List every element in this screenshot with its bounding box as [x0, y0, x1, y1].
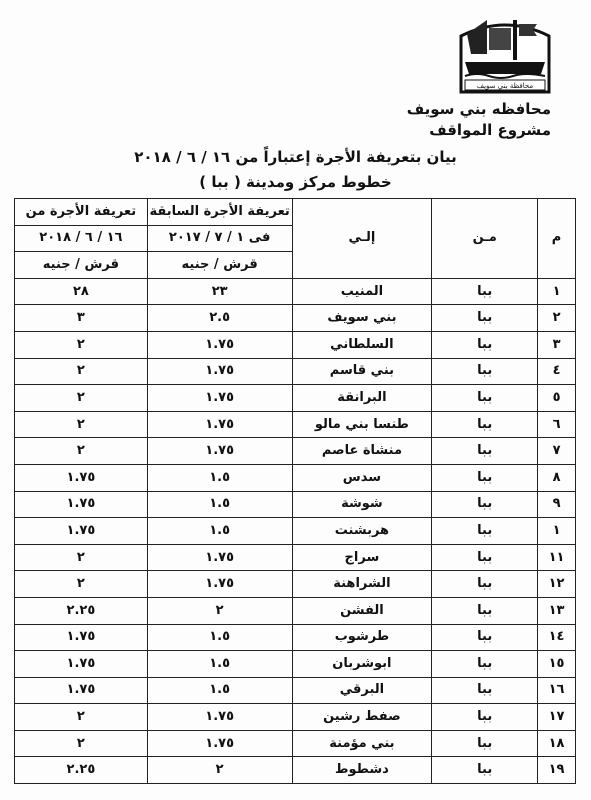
- row-from: ببا: [432, 597, 538, 624]
- table-row: [15, 571, 576, 598]
- table-row: [15, 464, 576, 491]
- fare-table: [14, 198, 576, 784]
- table-row: [15, 651, 576, 678]
- row-new-fare: ١.٧٥: [15, 624, 148, 651]
- row-old-fare: ١.٧٥: [147, 571, 292, 598]
- row-new-fare: ٢: [15, 571, 148, 598]
- row-old-fare: ٢: [147, 757, 292, 784]
- row-new-fare: ٣: [15, 305, 148, 332]
- row-no: ١: [538, 278, 576, 305]
- table-row: [15, 385, 576, 412]
- row-old-fare: ١.٥: [147, 518, 292, 545]
- row-new-fare: ٢: [15, 438, 148, 465]
- row-from: ببا: [432, 757, 538, 784]
- table-row: [15, 331, 576, 358]
- row-from: ببا: [432, 411, 538, 438]
- row-to: طنسا بني مالو: [292, 411, 432, 438]
- row-no: ١٥: [538, 651, 576, 678]
- header-new-fare: تعريفة الأجرة من: [15, 199, 148, 226]
- row-new-fare: ٢: [15, 358, 148, 385]
- row-no: ٥: [538, 385, 576, 412]
- row-old-fare: ١.٧٥: [147, 411, 292, 438]
- row-old-fare: ١.٥: [147, 464, 292, 491]
- row-new-fare: ١.٧٥: [15, 677, 148, 704]
- row-no: ١٧: [538, 704, 576, 731]
- table-row: [15, 438, 576, 465]
- table-row: [15, 677, 576, 704]
- row-to: المنيب: [292, 278, 432, 305]
- header-old-fare: تعريفة الأجرة السابقة: [147, 199, 292, 226]
- beni-suef-emblem-icon: [457, 14, 553, 98]
- header-old-fare-date: فى ١ / ٧ / ٢٠١٧: [147, 225, 292, 252]
- row-new-fare: ٢: [15, 411, 148, 438]
- table-row: [15, 704, 576, 731]
- row-old-fare: ١.٧٥: [147, 385, 292, 412]
- row-to: طرشوب: [292, 624, 432, 651]
- row-to: منشاة عاصم: [292, 438, 432, 465]
- document-title: بيان بتعريفة الأجرة إعتباراً من ١٦ / ٦ / ٢٠١٨: [134, 148, 457, 166]
- row-to: سراج: [292, 544, 432, 571]
- row-to: دشطوط: [292, 757, 432, 784]
- row-no: ٦: [538, 411, 576, 438]
- row-to: شوشة: [292, 491, 432, 518]
- table-row: [15, 411, 576, 438]
- row-from: ببا: [432, 491, 538, 518]
- table-row: [15, 597, 576, 624]
- row-new-fare: ٢: [15, 331, 148, 358]
- row-no: ١٩: [538, 757, 576, 784]
- row-to: البرقي: [292, 677, 432, 704]
- row-from: ببا: [432, 331, 538, 358]
- header-new-unit: قرش / جنيه: [15, 252, 148, 279]
- row-no: ١٤: [538, 624, 576, 651]
- row-no: ١٦: [538, 677, 576, 704]
- row-new-fare: ١.٧٥: [15, 464, 148, 491]
- row-to: الشراهنة: [292, 571, 432, 598]
- row-new-fare: ٢٨: [15, 278, 148, 305]
- header-no: م: [538, 199, 576, 279]
- row-to: سدس: [292, 464, 432, 491]
- row-new-fare: ٢.٢٥: [15, 597, 148, 624]
- row-from: ببا: [432, 544, 538, 571]
- row-old-fare: ١.٧٥: [147, 438, 292, 465]
- row-to: ابوشربان: [292, 651, 432, 678]
- row-old-fare: ١.٧٥: [147, 544, 292, 571]
- table-row: [15, 518, 576, 545]
- row-new-fare: ٢: [15, 544, 148, 571]
- row-old-fare: ١.٥: [147, 624, 292, 651]
- row-no: ٢: [538, 305, 576, 332]
- logo-caption: محافظة بني سويف: [476, 82, 534, 90]
- project-name: مشروع المواقف: [429, 121, 551, 139]
- row-new-fare: ٢: [15, 730, 148, 757]
- row-from: ببا: [432, 730, 538, 757]
- row-from: ببا: [432, 305, 538, 332]
- row-from: ببا: [432, 571, 538, 598]
- row-no: ٣: [538, 331, 576, 358]
- row-no: ١٨: [538, 730, 576, 757]
- row-old-fare: ١.٧٥: [147, 704, 292, 731]
- header-from: مـن: [432, 199, 538, 279]
- row-from: ببا: [432, 385, 538, 412]
- row-to: بني سويف: [292, 305, 432, 332]
- row-old-fare: ١.٥: [147, 651, 292, 678]
- governorate-name: محافظه بني سويف: [406, 100, 551, 118]
- table-row: [15, 278, 576, 305]
- row-from: ببا: [432, 677, 538, 704]
- row-to: صفط رشين: [292, 704, 432, 731]
- document-subtitle: خطوط مركز ومدينة ( ببا ): [199, 173, 392, 191]
- header-old-unit: قرش / جنيه: [147, 252, 292, 279]
- governorate-logo: [457, 14, 553, 98]
- row-to: هربشنت: [292, 518, 432, 545]
- row-new-fare: ٢: [15, 704, 148, 731]
- row-no: ١١: [538, 544, 576, 571]
- row-old-fare: ٢٣: [147, 278, 292, 305]
- row-new-fare: ٢: [15, 385, 148, 412]
- row-from: ببا: [432, 358, 538, 385]
- row-to: البرانقة: [292, 385, 432, 412]
- row-no: ١٣: [538, 597, 576, 624]
- table-row: [15, 491, 576, 518]
- row-no: ٧: [538, 438, 576, 465]
- row-to: بني قاسم: [292, 358, 432, 385]
- table-row: [15, 730, 576, 757]
- row-new-fare: ١.٧٥: [15, 491, 148, 518]
- row-from: ببا: [432, 624, 538, 651]
- row-old-fare: ١.٧٥: [147, 331, 292, 358]
- row-new-fare: ١.٧٥: [15, 518, 148, 545]
- row-to: الفشن: [292, 597, 432, 624]
- table-row: [15, 624, 576, 651]
- table-row: [15, 757, 576, 784]
- row-no: ١: [538, 518, 576, 545]
- row-old-fare: ١.٧٥: [147, 358, 292, 385]
- row-to: بني مؤمنة: [292, 730, 432, 757]
- row-from: ببا: [432, 278, 538, 305]
- row-old-fare: ٢: [147, 597, 292, 624]
- row-from: ببا: [432, 464, 538, 491]
- row-no: ٩: [538, 491, 576, 518]
- row-old-fare: ٢.٥: [147, 305, 292, 332]
- row-to: السلطاني: [292, 331, 432, 358]
- row-new-fare: ١.٧٥: [15, 651, 148, 678]
- row-old-fare: ١.٧٥: [147, 730, 292, 757]
- row-old-fare: ١.٥: [147, 491, 292, 518]
- table-row: [15, 544, 576, 571]
- header-new-fare-date: ١٦ / ٦ / ٢٠١٨: [15, 225, 148, 252]
- row-from: ببا: [432, 518, 538, 545]
- row-old-fare: ١.٥: [147, 677, 292, 704]
- header-to: إلـي: [292, 199, 432, 279]
- row-from: ببا: [432, 651, 538, 678]
- row-from: ببا: [432, 438, 538, 465]
- row-new-fare: ٢.٢٥: [15, 757, 148, 784]
- row-from: ببا: [432, 704, 538, 731]
- row-no: ٨: [538, 464, 576, 491]
- table-row: [15, 305, 576, 332]
- row-no: ٤: [538, 358, 576, 385]
- table-row: [15, 358, 576, 385]
- row-no: ١٢: [538, 571, 576, 598]
